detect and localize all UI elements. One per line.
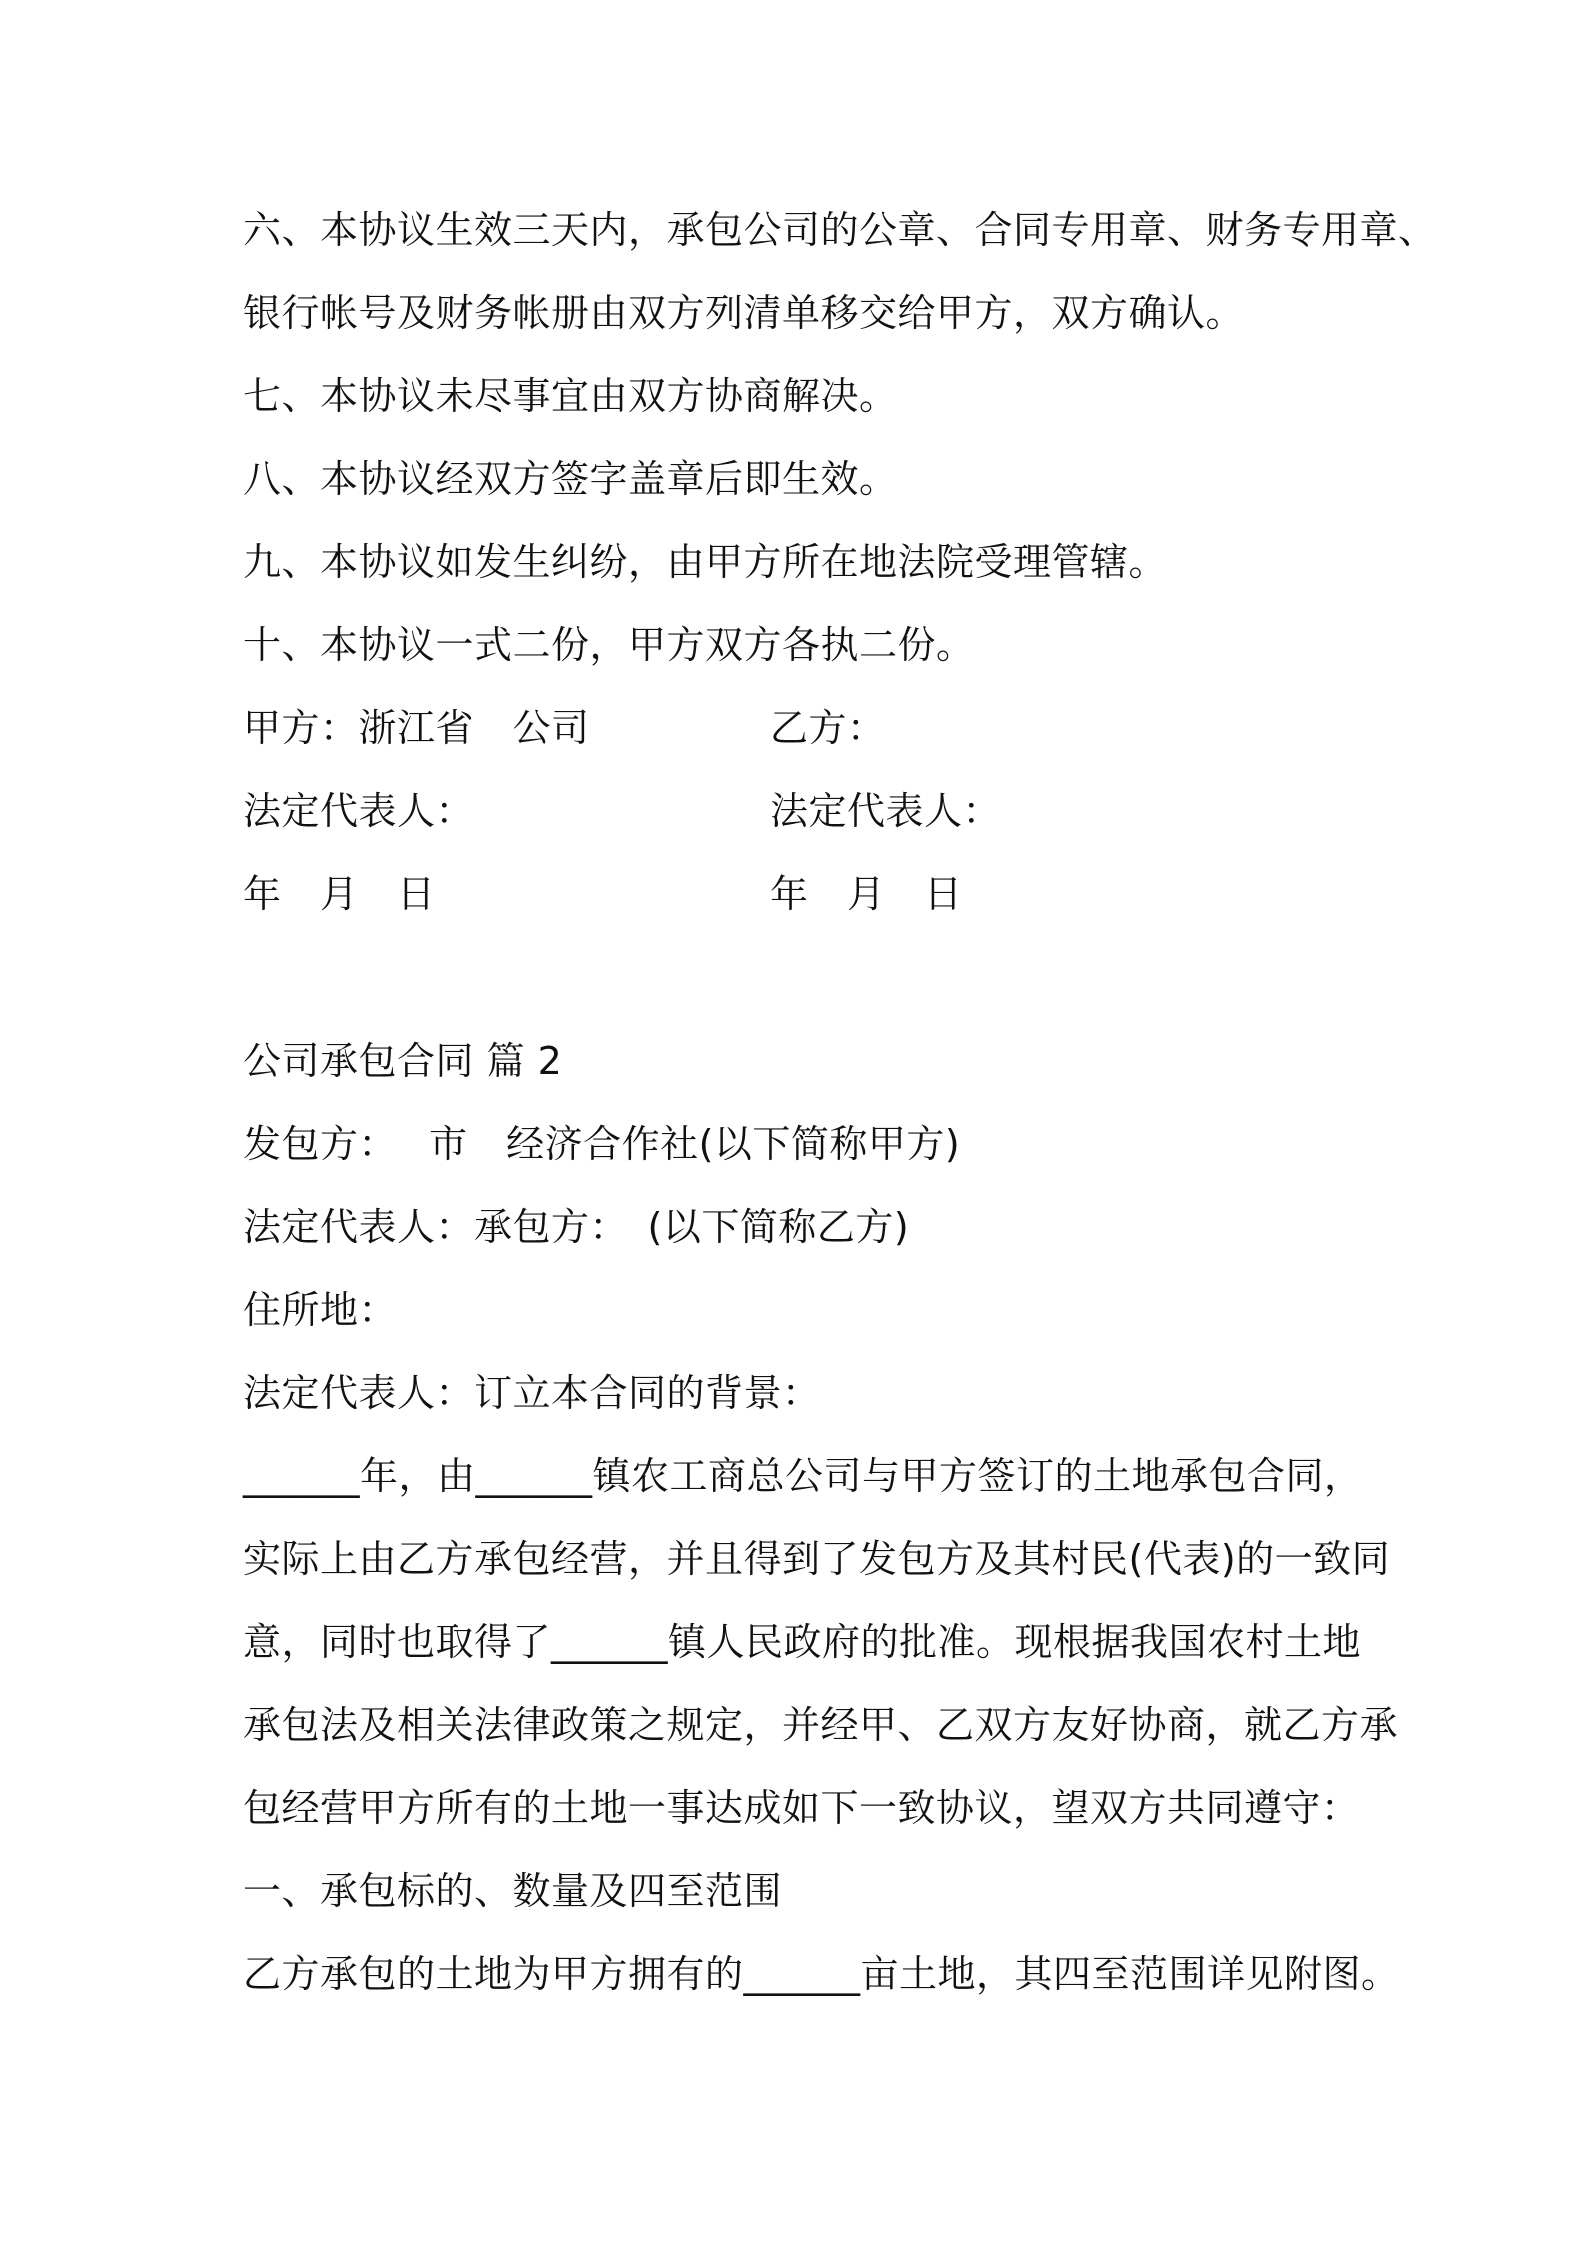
section-1-body: 乙方承包的土地为甲方拥有的______亩土地，其四至范围详见附图。: [243, 1952, 1400, 1996]
clause-6-line-1: 六、本协议生效三天内，承包公司的公章、合同专用章、财务专用章、: [243, 208, 1437, 252]
background-paragraph-line-3: 意，同时也取得了______镇人民政府的批准。现根据我国农村土地: [243, 1620, 1362, 1664]
background-paragraph-line-1: ______年，由______镇农工商总公司与甲方签订的土地承包合同，: [243, 1454, 1363, 1498]
background-heading-line: 法定代表人：订立本合同的背景：: [243, 1371, 821, 1415]
clause-8: 八、本协议经双方签字盖章后即生效。: [243, 457, 898, 501]
representative-contractee-line: 法定代表人：承包方： (以下简称乙方): [243, 1205, 910, 1249]
address-line: 住所地：: [243, 1288, 398, 1332]
party-a-date: 年 月 日: [243, 872, 436, 916]
background-paragraph-line-2: 实际上由乙方承包经营，并且得到了发包方及其村民(代表)的一致同: [243, 1537, 1391, 1581]
party-b-representative: 法定代表人：: [770, 789, 1002, 833]
clause-7: 七、本协议未尽事宜由双方协商解决。: [243, 374, 898, 418]
clause-10: 十、本协议一式二份，甲方双方各执二份。: [243, 623, 975, 667]
party-b-date: 年 月 日: [770, 872, 963, 916]
background-paragraph-line-4: 承包法及相关法律政策之规定，并经甲、乙双方友好协商，就乙方承: [243, 1703, 1399, 1747]
section-1-heading: 一、承包标的、数量及四至范围: [243, 1869, 783, 1913]
party-a-representative: 法定代表人：: [243, 789, 475, 833]
clause-9: 九、本协议如发生纠纷，由甲方所在地法院受理管辖。: [243, 540, 1168, 584]
party-a-label: 甲方：浙江省 公司: [243, 706, 590, 750]
clause-6-line-2: 银行帐号及财务帐册由双方列清单移交给甲方，双方确认。: [243, 291, 1245, 335]
contractor-line: 发包方： 市 经济合作社(以下简称甲方): [243, 1122, 961, 1166]
background-paragraph-line-5: 包经营甲方所有的土地一事达成如下一致协议，望双方共同遵守：: [243, 1786, 1360, 1830]
party-b-label: 乙方：: [770, 706, 886, 750]
section-2-title: 公司承包合同 篇 2: [243, 1039, 563, 1083]
